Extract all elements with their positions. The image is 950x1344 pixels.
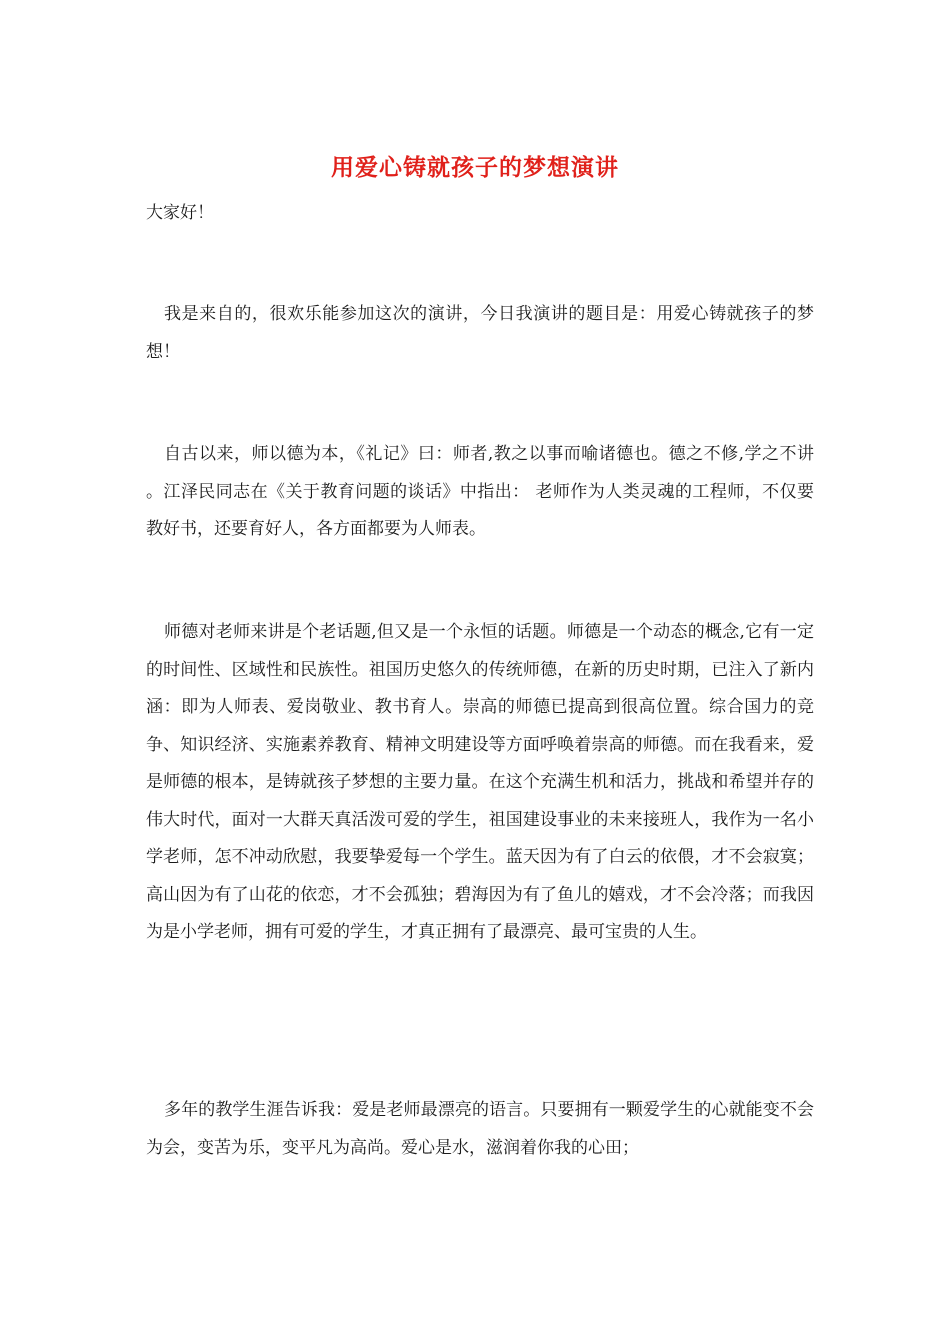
- paragraph-teacher-ethics: 师德对老师来讲是个老话题,但又是一个永恒的话题。师德是一个动态的概念,它有一定的时间性、区域性和民族性。祖国历史悠久的传统师德，在新的历史时期，已注入了新内涵：即为人师表、爱岗敬业、教书育人。崇高的师德已提高到很高位置。综合国力的竞争、知识经济、实施素养教育、精神文明建设等方面呼唤着崇高的师德。而在我看来，爱是师德的根本，是铸就孩子梦想的主要力量。在这个充满生机和活力，挑战和希望并存的伟大时代，面对一大群天真活泼可爱的学生，祖国建设事业的未来接班人，我作为一名小学老师，怎不冲动欣慰，我要挚爱每一个学生。蓝天因为有了白云的依偎，才不会寂寞；高山因为有了山花的依恋，才不会孤独；碧海因为有了鱼儿的嬉戏，才不会冷落；而我因为是小学老师，拥有可爱的学生，才真正拥有了最漂亮、最可宝贵的人生。: [146, 622, 814, 942]
- paragraph-love-language: 多年的教学生涯告诉我：爱是老师最漂亮的语言。只要拥有一颗爱学生的心就能变不会为会，变苦为乐，变平凡为高尚。爱心是水，滋润着你我的心田；: [146, 1100, 814, 1158]
- document-title: 用爱心铸就孩子的梦想演讲: [331, 154, 619, 181]
- greeting-line: 大家好！: [146, 203, 214, 223]
- paragraph-tradition: 自古以来，师以德为本，《礼记》曰：师者,教之以事而喻诸德也。德之不修,学之不讲 。江泽民同志在《关于教育问题的谈话》中指出： 老师作为人类灵魂的工程师，不仅要教好书，还要育好人，各方面都要为人师表。: [146, 444, 814, 539]
- paragraph-intro: 我是来自的，很欢乐能参加这次的演讲，今日我演讲的题目是：用爱心铸就孩子的梦想！: [146, 304, 814, 362]
